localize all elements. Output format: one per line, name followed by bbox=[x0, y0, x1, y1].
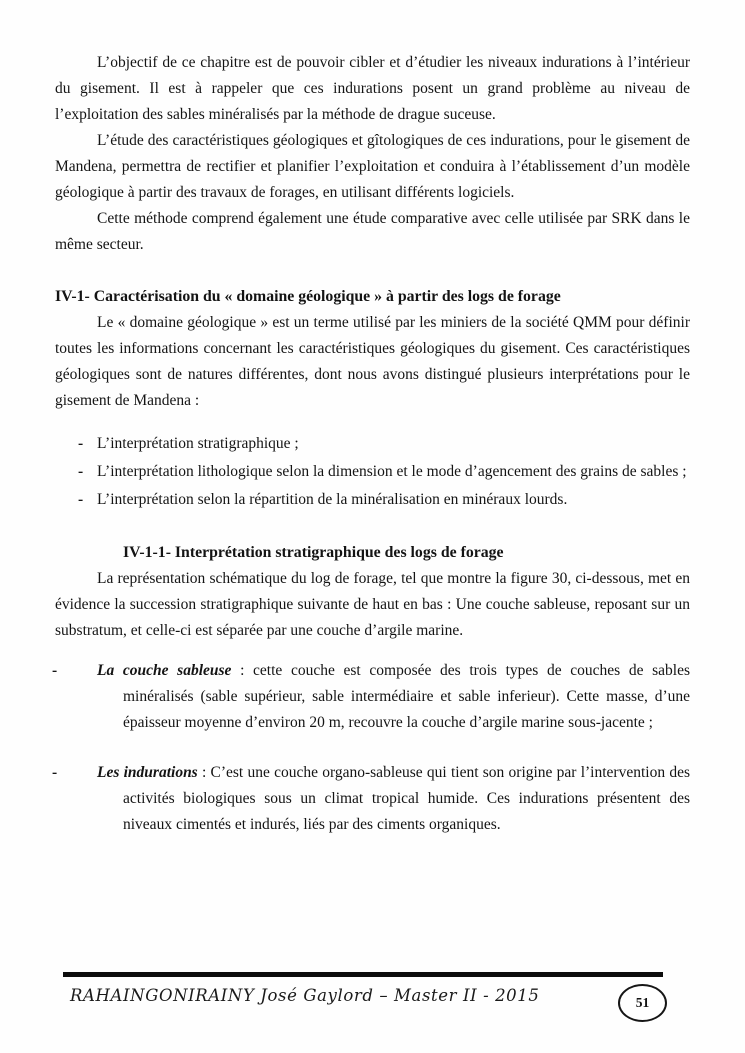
list-item-text: L’interprétation lithologique selon la dimension et le mode d’agencement des grains de sables ; bbox=[97, 463, 687, 480]
section-heading: IV-1- Caractérisation du « domaine géologique » à partir des logs de forage bbox=[55, 288, 561, 305]
bullet-dash: - bbox=[78, 435, 84, 452]
list-item-text: L’interprétation selon la répartition de la minéralisation en minéraux lourds. bbox=[97, 491, 568, 508]
intro-paragraph-2: L’étude des caractéristiques géologiques et gîtologiques de ces indurations, pour le gisement de Mandena, permettra de rectifier et planifier l’exploitation et conduira à l’établissement d’un modèle géologique à partir des travaux de forages, en utilisant différents logiciels. bbox=[55, 132, 690, 201]
bullet-dash: - bbox=[78, 463, 84, 480]
intro-paragraph-1: L’objectif de ce chapitre est de pouvoir cibler et d’étudier les niveaux indurations à l’intérieur du gisement. Il est à rappeler que ces indurations posent un grand problème au niveau de l’exploitation des sables minéralisés par la méthode de drague suceuse. bbox=[55, 54, 690, 123]
definition-text: : cette couche est composée des trois types de couches de sables minéralisés (sable supérieur, sable intermédiaire et sable inferieur). Cette masse, d’une épaisseur moyenne d’environ 20 m, recouvre la couche d’argile marine sous-jacente ; bbox=[123, 662, 690, 731]
bullet-dash: - bbox=[78, 491, 84, 508]
intro-paragraph-3: Cette méthode comprend également une étude comparative avec celle utilisée par SRK dans le même secteur. bbox=[55, 210, 690, 253]
definition-item-couche-sableuse: - La couche sableuse : cette couche est composée des trois types de couches de sables minéralisés (sable supérieur, sable intermédiaire et sable inferieur). Cette masse, d’une épaisseur moyenne d’environ 20 m, recouvre la couche d’argile marine sous-jacente ; bbox=[52, 662, 690, 731]
definition-term: La couche sableuse bbox=[97, 662, 232, 679]
footer-rule bbox=[63, 972, 663, 977]
page-number: 51 bbox=[635, 995, 650, 1010]
definition-text: : C’est une couche organo-sableuse qui tient son origine par l’intervention des activités biologiques sous un climat tropical humide. Ces indurations présentent des niveaux cimentés et indurés, liés par des ciments organiques. bbox=[123, 764, 690, 833]
footer-author-line: RAHAINGONIRAINY José Gaylord – Master II - 2015 bbox=[70, 986, 540, 1005]
subsection-paragraph: La représentation schématique du log de forage, tel que montre la figure 30, ci-dessous, met en évidence la succession stratigraphique suivante de haut en bas : Une couche sableuse, reposant sur un substratum, et celle-ci est séparée par une couche d’argile marine. bbox=[55, 570, 690, 639]
subsection-heading: IV-1-1- Interprétation stratigraphique des logs de forage bbox=[123, 544, 504, 561]
list-item bbox=[55, 458, 690, 486]
page-number-badge bbox=[618, 984, 667, 1022]
list-item-text: L’interprétation stratigraphique ; bbox=[97, 435, 299, 452]
definition-item-indurations: - Les indurations : C’est une couche organo-sableuse qui tient son origine par l’intervention des activités biologiques sous un climat tropical humide. Ces indurations présentent des niveaux cimentés et indurés, liés par des ciments organiques. bbox=[52, 764, 690, 833]
list-item bbox=[55, 430, 690, 458]
interpretation-list bbox=[55, 430, 690, 514]
section-paragraph: Le « domaine géologique » est un terme utilisé par les miniers de la société QMM pour définir toutes les informations concernant les caractéristiques géologiques du gisement. Ces caractéristiques géologiques sont de natures différentes, dont nous avons distingué plusieurs interprétations pour le gisement de Mandena : bbox=[55, 314, 690, 409]
definition-term: Les indurations bbox=[97, 764, 198, 781]
list-item bbox=[55, 486, 690, 514]
